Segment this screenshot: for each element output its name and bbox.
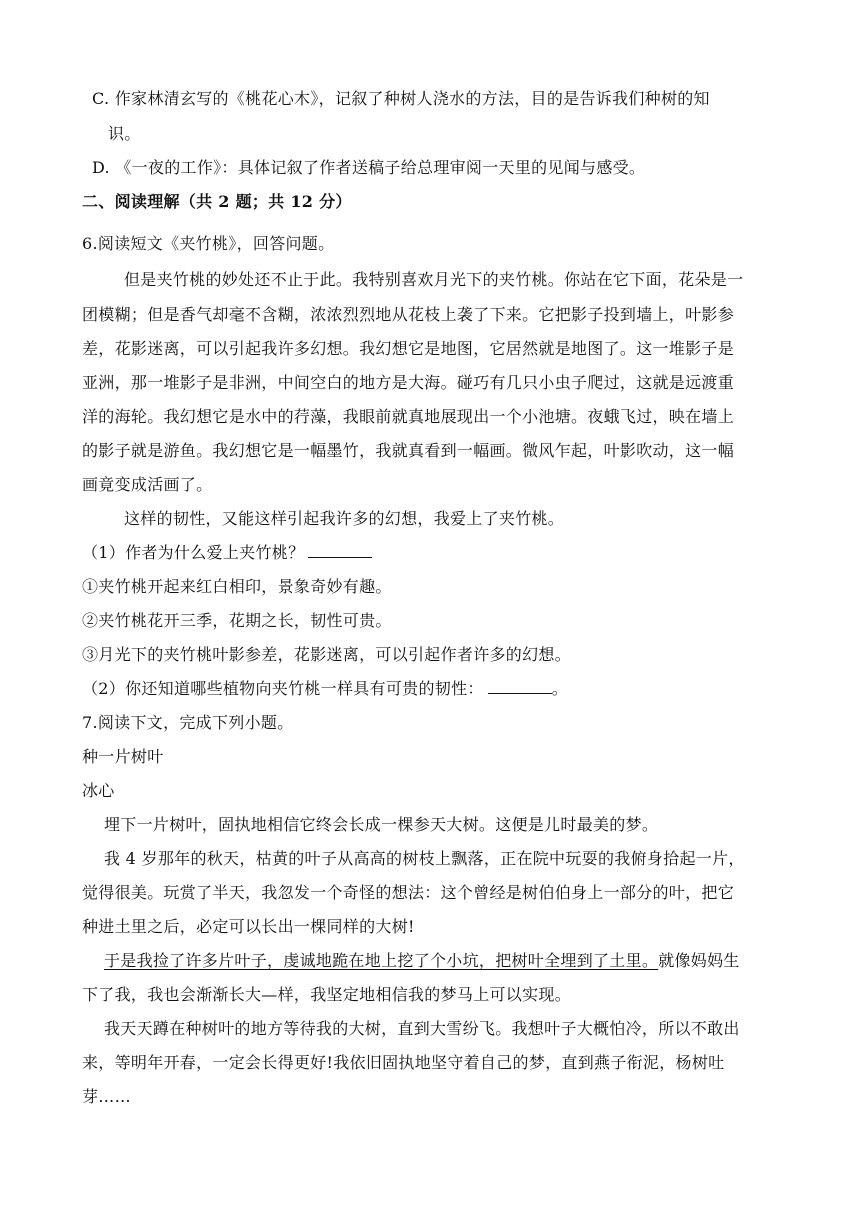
passage-line: 这样的韧性，又能这样引起我许多的幻想，我爱上了夹竹桃。 bbox=[124, 509, 565, 528]
option-d-line: D. 《一夜的工作》：具体记叙了作者送稿子给总理审阅一天里的见闻与感受。 bbox=[92, 158, 646, 177]
sub-question-1 bbox=[82, 542, 782, 564]
passage-line: 画竟变成活画了。 bbox=[82, 475, 213, 494]
sub-question-2-end: 。 bbox=[551, 679, 568, 698]
passage-line: 差，花影迷离，可以引起我许多幻想。我幻想它是地图，它居然就是地图了。这一堆影子是 bbox=[82, 339, 735, 358]
article-paragraph: 来，等明年开春，一定会长得更好!我依旧固执地坚守着自己的梦，直到燕子衔泥，杨树吐 bbox=[82, 1053, 725, 1072]
passage-line: 洋的海轮。我幻想它是水中的荇藻，我眼前就真地展现出一个小池塘。夜蛾飞过，映在墙上 bbox=[82, 407, 735, 426]
passage-line: 亚洲，那一堆影子是非洲，中间空白的地方是大海。碰巧有几只小虫子爬过，这就是远渡重 bbox=[82, 373, 735, 392]
article-paragraph: 芽…… bbox=[82, 1087, 131, 1106]
option-c-line-1: C. 作家林清玄写的《桃花心木》，记叙了种树人浇水的方法，目的是告诉我们种树的知 bbox=[92, 89, 710, 108]
passage-line: 的影子就是游鱼。我幻想它是一幅墨竹，我就真看到一幅画。微风乍起，叶影吹动，这一幅 bbox=[82, 441, 735, 460]
article-paragraph: 种进土里之后，必定可以长出一棵同样的大树! bbox=[82, 917, 415, 936]
answer-blank[interactable] bbox=[308, 543, 372, 558]
article-paragraph: 埋下一片树叶，固执地相信它终会长成一棵参天大树。这便是儿时最美的梦。 bbox=[104, 815, 659, 834]
article-title: 种一片树叶 bbox=[82, 747, 164, 766]
passage-line: 但是夹竹桃的妙处还不止于此。我特别喜欢月光下的夹竹桃。你站在它下面，花朵是一 bbox=[124, 270, 744, 289]
question-7-intro: 7.阅读下文，完成下列小题。 bbox=[82, 713, 294, 732]
question-6-intro: 6.阅读短文《夹竹桃》，回答问题。 bbox=[82, 234, 335, 253]
choice-3: ③月光下的夹竹桃叶影参差，花影迷离，可以引起作者许多的幻想。 bbox=[82, 645, 572, 664]
article-paragraph: 我天天蹲在种树叶的地方等待我的大树，直到大雪纷飞。我想叶子大概怕冷，所以不敢出 bbox=[104, 1019, 740, 1038]
sub-question-2-text: （2）你还知道哪些植物向夹竹桃一样具有可贵的韧性： bbox=[82, 679, 484, 698]
section-heading: 二、阅读理解（共 2 题；共 12 分） bbox=[82, 192, 352, 211]
sub-question-2 bbox=[82, 678, 782, 700]
article-paragraph: 我 4 岁那年的秋天，枯黄的叶子从高高的树枝上飘落，正在院中玩耍的我俯身拾起一片， bbox=[104, 849, 745, 868]
article-paragraph bbox=[104, 950, 804, 972]
answer-blank[interactable] bbox=[488, 679, 552, 694]
article-paragraph: 下了我，我也会渐渐长大—样，我坚定地相信我的梦马上可以实现。 bbox=[82, 985, 572, 1004]
sub-question-1-text: （1）作者为什么爱上夹竹桃？ bbox=[82, 543, 305, 562]
choice-1: ①夹竹桃开起来红白相印，景象奇妙有趣。 bbox=[82, 577, 392, 596]
article-author: 冰心 bbox=[82, 781, 115, 800]
choice-2: ②夹竹桃花开三季，花期之长，韧性可贵。 bbox=[82, 611, 392, 630]
paragraph-continuation: 就像妈妈生 bbox=[658, 951, 740, 970]
underlined-sentence: 于是我捡了许多片叶子，虔诚地跪在地上挖了个小坑，把树叶全埋到了土里。 bbox=[104, 951, 659, 970]
option-c-line-2: 识。 bbox=[108, 124, 141, 143]
passage-line: 团模糊；但是香气却毫不含糊，浓浓烈烈地从花枝上袭了下来。它把影子投到墙上，叶影参 bbox=[82, 305, 735, 324]
article-paragraph: 觉得很美。玩赏了半天，我忽发一个奇怪的想法：这个曾经是树伯伯身上一部分的叶，把它 bbox=[82, 883, 735, 902]
